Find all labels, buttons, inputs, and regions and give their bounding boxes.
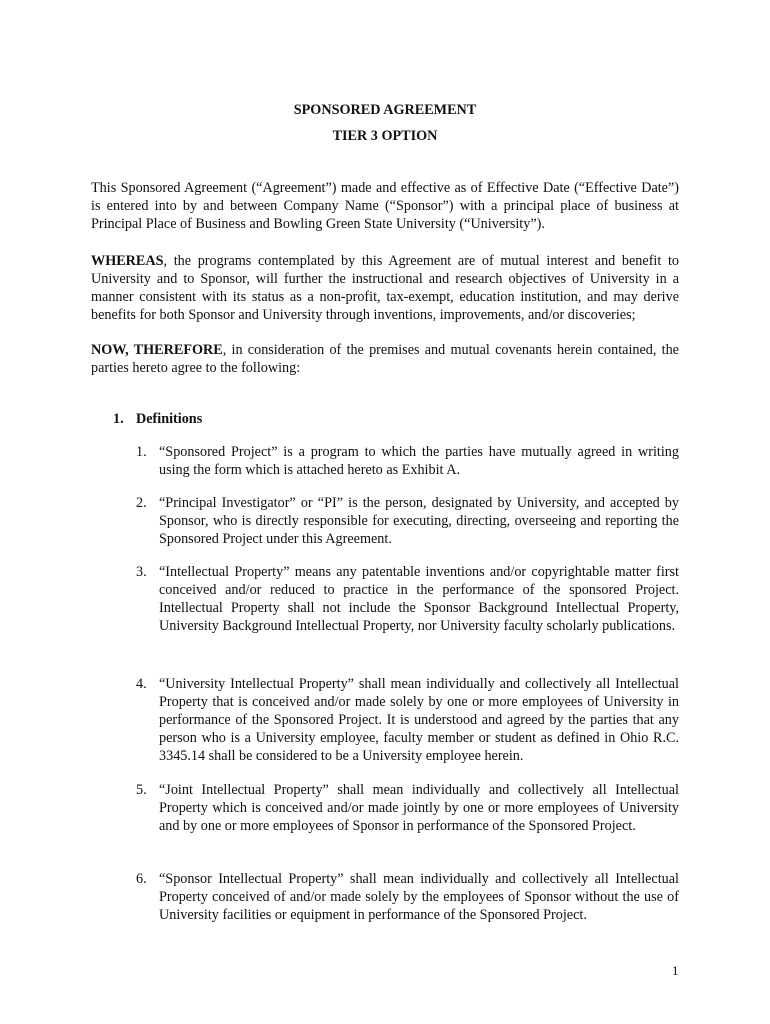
definition-item — [136, 563, 679, 635]
section-heading-definitions — [113, 410, 202, 428]
definition-text: “Sponsor Intellectual Property” shall mean individually and collectively all Intellectual Property conceived of and/or made solely by the employees of Sponsor without the use of University facilities or equipment in performance of the Sponsored Project. — [159, 871, 679, 923]
definition-number: 1. — [136, 444, 147, 460]
definition-text: “Joint Intellectual Property” shall mean individually and collectively all Intellectual Property which is conceived and/or made jointly by one or more employees of University and by one or more employees of Sponsor in performance of the Sponsored Project. — [159, 782, 679, 834]
therefore-label: NOW, THEREFORE — [91, 342, 223, 358]
definition-text: “Principal Investigator” or “PI” is the person, designated by University, and accepted by Sponsor, who is directly responsible for executing, directing, overseeing and reporting the Sponsored Project under this Agreement. — [159, 495, 679, 547]
definition-text: “Intellectual Property” means any patentable inventions and/or copyrightable matter first conceived and/or reduced to practice in the performance of the sponsored Project. Intellectual Property shall not include the Sponsor Background Intellectual Property, University Background Intellectual Property, nor University faculty scholarly publications. — [159, 564, 679, 634]
definition-item — [136, 443, 679, 479]
page-number: 1 — [672, 963, 679, 978]
section-number: 1. — [113, 411, 124, 427]
document-subtitle: TIER 3 OPTION — [332, 128, 438, 144]
section-heading-text: Definitions — [136, 411, 203, 427]
therefore-paragraph — [91, 341, 679, 377]
definition-number: 2. — [136, 495, 147, 511]
document-title: SPONSORED AGREEMENT — [293, 102, 477, 118]
definition-number: 4. — [136, 676, 147, 692]
whereas-text: , the programs contemplated by this Agreement are of mutual interest and benefit to University and to Sponsor, will further the instructional and research objectives of University in a manner consistent with its status as a non-profit, tax-exempt, education institution, and may derive benefits for both Sponsor and University through inventions, improvements, and/or discoveries; — [91, 253, 679, 323]
definition-text: “Sponsored Project” is a program to which the parties have mutually agreed in writing using the form which is attached hereto as Exhibit A. — [159, 444, 679, 478]
definition-item — [136, 781, 679, 835]
whereas-paragraph — [91, 252, 679, 324]
therefore-text: , in consideration of the premises and mutual covenants herein contained, the parties hereto agree to the following: — [91, 342, 679, 376]
intro-paragraph: This Sponsored Agreement (“Agreement”) made and effective as of Effective Date (“Effective Date”) is entered into by and between Company Name (“Sponsor”) with a principal place of business at Principal Place of Business and Bowling Green State University (“University”). — [91, 180, 679, 232]
definition-item — [136, 870, 679, 924]
whereas-label: WHEREAS — [91, 253, 164, 269]
definition-number: 3. — [136, 564, 147, 580]
definition-number: 5. — [136, 782, 147, 798]
definition-item — [136, 675, 679, 765]
definition-text: “University Intellectual Property” shall mean individually and collectively all Intellectual Property that is conceived and/or made solely by one or more employees of University in performance of the Sponsored Project. It is understood and agreed by the parties that any person who is a University employee, faculty member or student as defined in Ohio R.C. 3345.14 shall be considered to be a University employee herein. — [159, 676, 679, 764]
definition-number: 6. — [136, 871, 147, 887]
definition-item — [136, 494, 679, 548]
